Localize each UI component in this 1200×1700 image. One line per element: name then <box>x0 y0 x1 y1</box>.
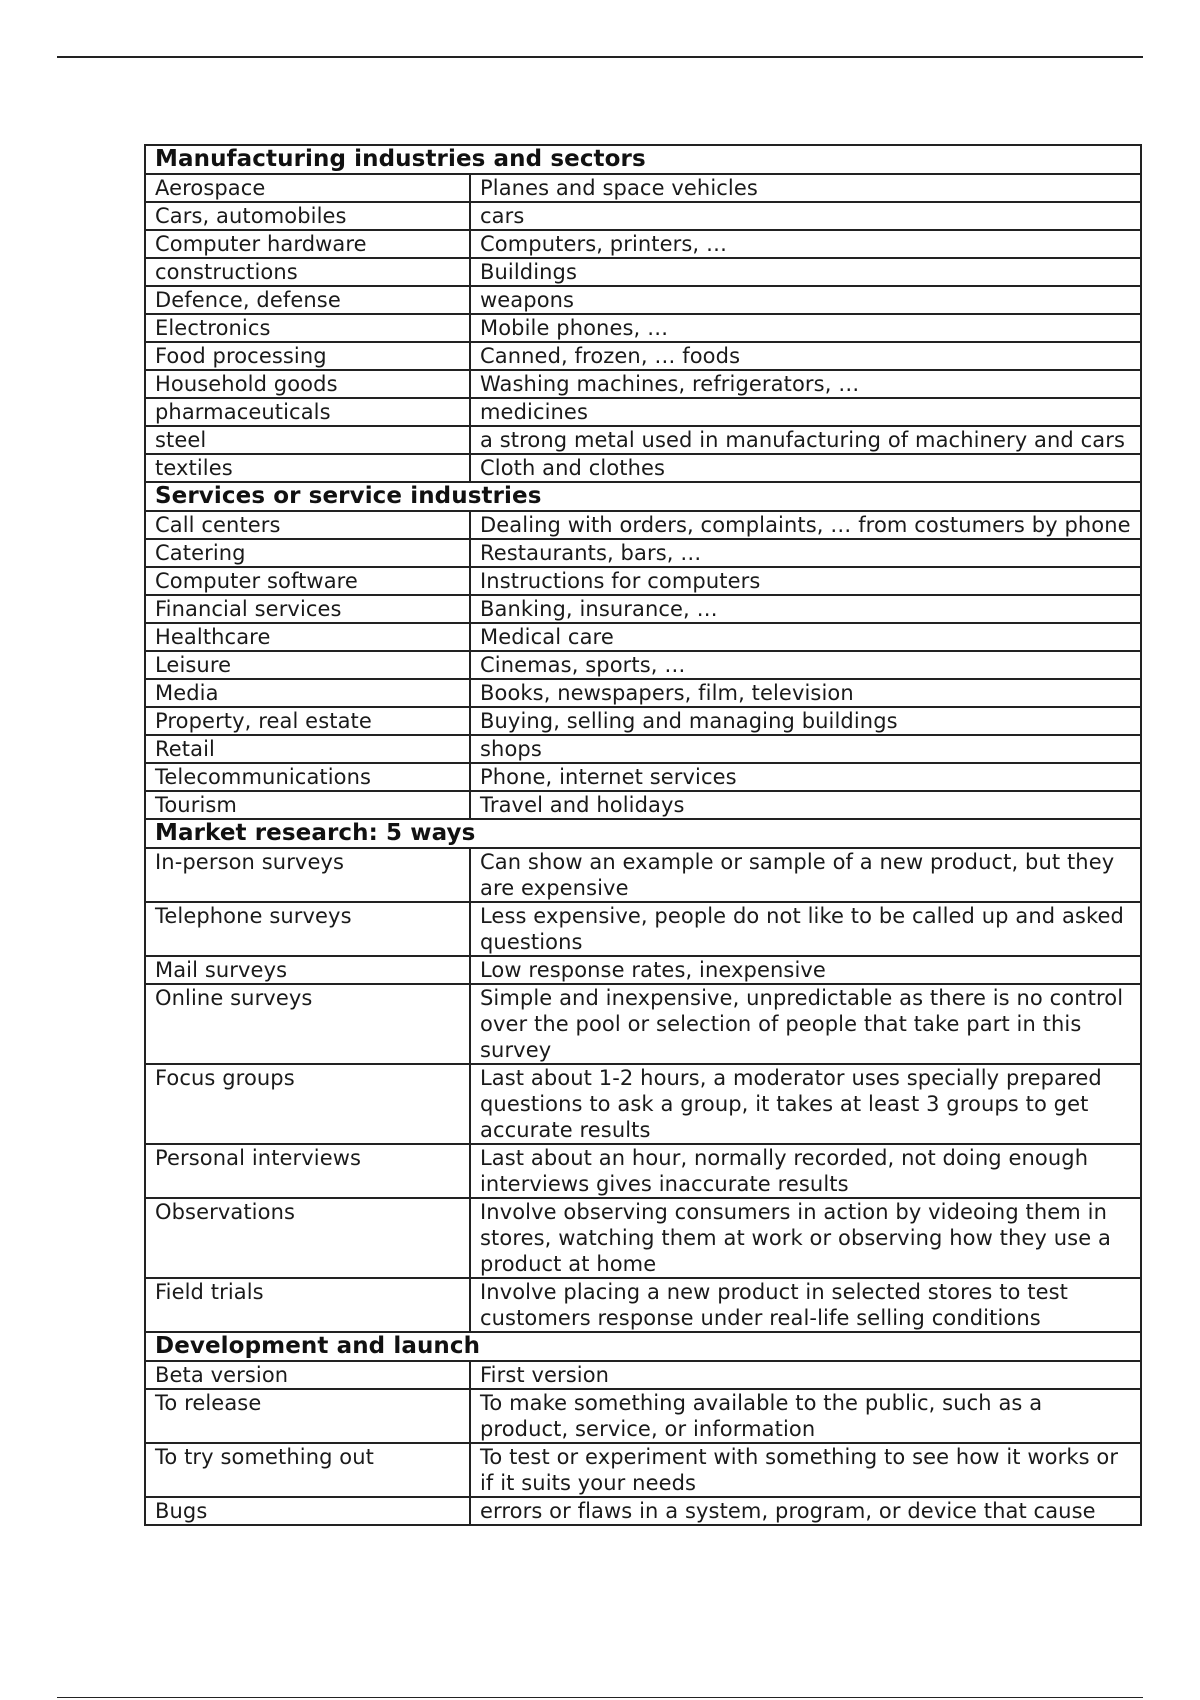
term-cell: steel <box>145 426 470 454</box>
definition-cell: Phone, internet services <box>470 763 1141 791</box>
section-heading-row <box>145 819 1141 848</box>
term-cell: Observations <box>145 1198 470 1278</box>
header-rule <box>57 56 1143 58</box>
term-cell: Field trials <box>145 1278 470 1332</box>
term-cell: Personal interviews <box>145 1144 470 1198</box>
definition-cell: Can show an example or sample of a new product, but they are expensive <box>470 848 1141 902</box>
definition-cell: Canned, frozen, … foods <box>470 342 1141 370</box>
section-heading-row <box>145 145 1141 174</box>
definition-cell: Medical care <box>470 623 1141 651</box>
definition-cell: Computers, printers, … <box>470 230 1141 258</box>
definition-cell: Instructions for computers <box>470 567 1141 595</box>
term-cell: Leisure <box>145 651 470 679</box>
section-heading-row <box>145 482 1141 511</box>
table-row <box>145 1198 1141 1278</box>
table-row <box>145 230 1141 258</box>
term-cell: Food processing <box>145 342 470 370</box>
section-heading: Market research: 5 ways <box>145 819 1141 848</box>
section-heading-row <box>145 1332 1141 1361</box>
table-row <box>145 595 1141 623</box>
definition-cell: Less expensive, people do not like to be called up and asked questions <box>470 902 1141 956</box>
definition-cell: Cinemas, sports, … <box>470 651 1141 679</box>
definition-cell: medicines <box>470 398 1141 426</box>
definition-cell: Banking, insurance, … <box>470 595 1141 623</box>
definition-cell: First version <box>470 1361 1141 1389</box>
definition-cell: shops <box>470 735 1141 763</box>
table-row <box>145 539 1141 567</box>
definition-cell: Low response rates, inexpensive <box>470 956 1141 984</box>
term-cell: textiles <box>145 454 470 482</box>
table-row <box>145 314 1141 342</box>
term-cell: Tourism <box>145 791 470 819</box>
table-row <box>145 258 1141 286</box>
table-row <box>145 707 1141 735</box>
term-cell: pharmaceuticals <box>145 398 470 426</box>
table-row <box>145 763 1141 791</box>
table-row <box>145 1278 1141 1332</box>
definition-cell: Cloth and clothes <box>470 454 1141 482</box>
table-row <box>145 426 1141 454</box>
definition-cell: Last about 1-2 hours, a moderator uses specially prepared questions to ask a group, it takes at least 3 groups to get accurate results <box>470 1064 1141 1144</box>
vocabulary-table <box>144 144 1142 1526</box>
term-cell: Property, real estate <box>145 707 470 735</box>
definition-cell: To make something available to the public, such as a product, service, or information <box>470 1389 1141 1443</box>
term-cell: Online surveys <box>145 984 470 1064</box>
definition-cell: Washing machines, refrigerators, … <box>470 370 1141 398</box>
term-cell: Catering <box>145 539 470 567</box>
term-cell: Bugs <box>145 1497 470 1525</box>
term-cell: Call centers <box>145 511 470 539</box>
term-cell: Focus groups <box>145 1064 470 1144</box>
table-row <box>145 1443 1141 1497</box>
table-row <box>145 174 1141 202</box>
table-row <box>145 651 1141 679</box>
definition-cell: Planes and space vehicles <box>470 174 1141 202</box>
term-cell: Defence, defense <box>145 286 470 314</box>
definition-cell: weapons <box>470 286 1141 314</box>
term-cell: Telephone surveys <box>145 902 470 956</box>
definition-cell: Dealing with orders, complaints, … from costumers by phone <box>470 511 1141 539</box>
table-row <box>145 1144 1141 1198</box>
term-cell: Healthcare <box>145 623 470 651</box>
definition-cell: errors or flaws in a system, program, or device that cause <box>470 1497 1141 1525</box>
definition-cell: Last about an hour, normally recorded, not doing enough interviews gives inaccurate results <box>470 1144 1141 1198</box>
term-cell: Media <box>145 679 470 707</box>
term-cell: Financial services <box>145 595 470 623</box>
footer-rule <box>57 1697 1143 1698</box>
term-cell: Computer software <box>145 567 470 595</box>
table-row <box>145 342 1141 370</box>
definition-cell: a strong metal used in manufacturing of machinery and cars <box>470 426 1141 454</box>
definition-cell: Simple and inexpensive, unpredictable as there is no control over the pool or selection of people that take part in this survey <box>470 984 1141 1064</box>
term-cell: constructions <box>145 258 470 286</box>
table-row <box>145 791 1141 819</box>
table-row <box>145 1064 1141 1144</box>
term-cell: In-person surveys <box>145 848 470 902</box>
term-cell: Mail surveys <box>145 956 470 984</box>
definition-cell: Buying, selling and managing buildings <box>470 707 1141 735</box>
term-cell: To try something out <box>145 1443 470 1497</box>
term-cell: Retail <box>145 735 470 763</box>
vocabulary-table-body <box>145 145 1141 1525</box>
term-cell: Aerospace <box>145 174 470 202</box>
definition-cell: To test or experiment with something to see how it works or if it suits your needs <box>470 1443 1141 1497</box>
definition-cell: cars <box>470 202 1141 230</box>
table-row <box>145 370 1141 398</box>
section-heading: Manufacturing industries and sectors <box>145 145 1141 174</box>
table-row <box>145 735 1141 763</box>
term-cell: Computer hardware <box>145 230 470 258</box>
section-heading: Development and launch <box>145 1332 1141 1361</box>
term-cell: Telecommunications <box>145 763 470 791</box>
table-row <box>145 398 1141 426</box>
definition-cell: Books, newspapers, film, television <box>470 679 1141 707</box>
definition-cell: Travel and holidays <box>470 791 1141 819</box>
table-row <box>145 984 1141 1064</box>
definition-cell: Involve observing consumers in action by videoing them in stores, watching them at work or observing how they use a product at home <box>470 1198 1141 1278</box>
table-row <box>145 511 1141 539</box>
table-row <box>145 1497 1141 1525</box>
definition-cell: Mobile phones, … <box>470 314 1141 342</box>
term-cell: Household goods <box>145 370 470 398</box>
table-row <box>145 848 1141 902</box>
table-row <box>145 679 1141 707</box>
table-row <box>145 902 1141 956</box>
table-row <box>145 286 1141 314</box>
definition-cell: Buildings <box>470 258 1141 286</box>
table-row <box>145 454 1141 482</box>
term-cell: Cars, automobiles <box>145 202 470 230</box>
definition-cell: Involve placing a new product in selected stores to test customers response under real-life selling conditions <box>470 1278 1141 1332</box>
term-cell: Beta version <box>145 1361 470 1389</box>
term-cell: To release <box>145 1389 470 1443</box>
definition-cell: Restaurants, bars, … <box>470 539 1141 567</box>
table-row <box>145 956 1141 984</box>
table-row <box>145 202 1141 230</box>
table-row <box>145 567 1141 595</box>
table-row <box>145 623 1141 651</box>
section-heading: Services or service industries <box>145 482 1141 511</box>
table-row <box>145 1389 1141 1443</box>
term-cell: Electronics <box>145 314 470 342</box>
table-row <box>145 1361 1141 1389</box>
